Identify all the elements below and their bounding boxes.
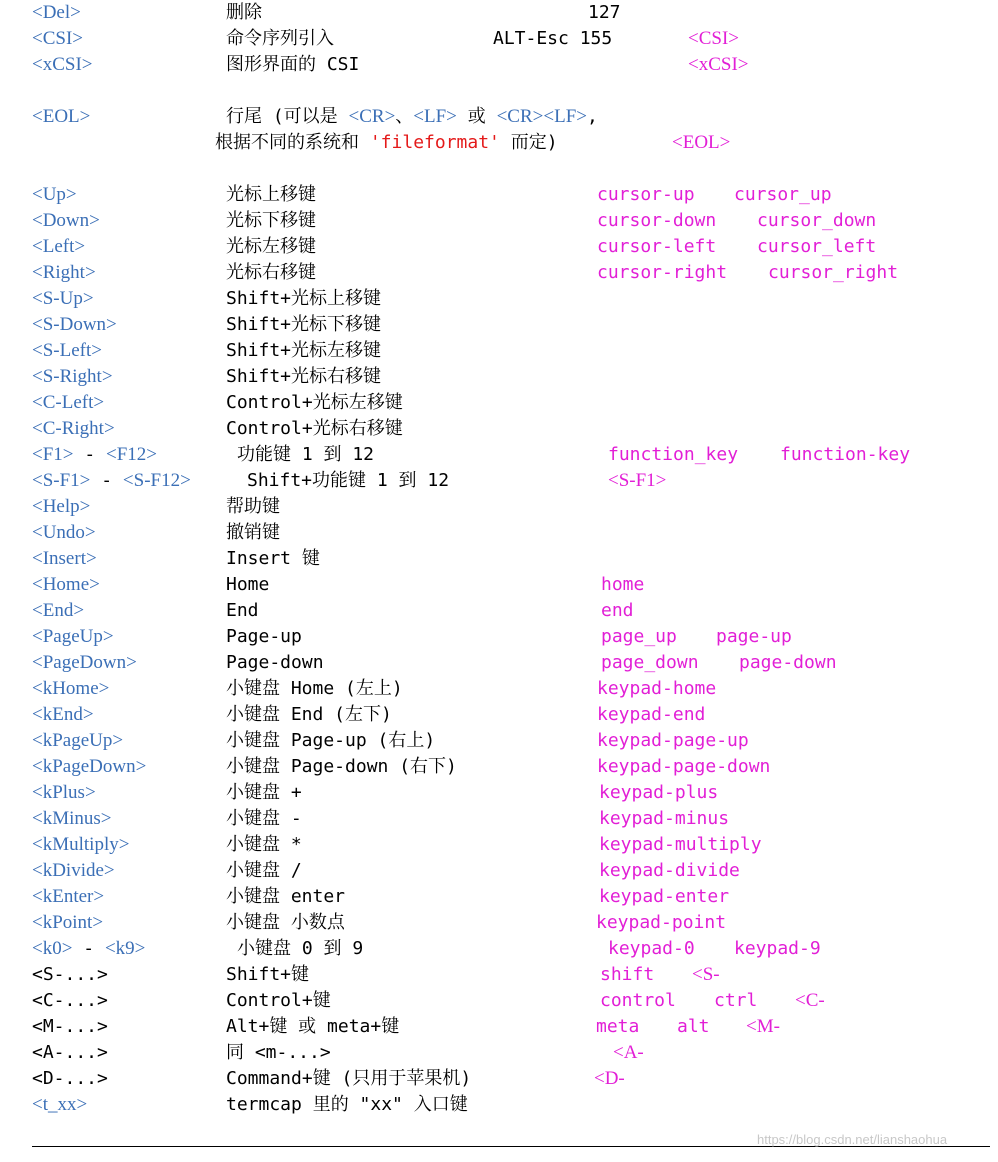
key-alias: cursor-right xyxy=(597,262,728,283)
key-alias: keypad-enter xyxy=(599,886,730,907)
key-description: 小键盘 0 到 9 xyxy=(237,938,364,959)
key-notation: <Del> xyxy=(32,2,81,23)
key-description: Insert 键 xyxy=(226,548,320,569)
key-alias: <xCSI> xyxy=(688,54,749,75)
key-description: End xyxy=(226,600,259,621)
key-alias-2: keypad-9 xyxy=(734,938,821,959)
key-alias-2: page-up xyxy=(716,626,792,647)
key-alias-2: ctrl xyxy=(714,990,758,1011)
table-row xyxy=(0,1014,998,1040)
key-description: Page-up xyxy=(226,626,302,647)
key-alias: keypad-multiply xyxy=(599,834,762,855)
key-code: ALT-Esc 155 xyxy=(493,28,613,49)
key-notation: <k0> - <k9> xyxy=(32,938,146,959)
key-notation: <M-...> xyxy=(32,1016,108,1037)
key-notation: <kMultiply> xyxy=(32,834,130,855)
key-alias: shift xyxy=(600,964,655,985)
key-notation: <kPageUp> xyxy=(32,730,124,751)
key-description: 光标上移键 xyxy=(226,184,316,205)
key-notation: <S-Left> xyxy=(32,340,102,361)
table-row xyxy=(0,338,998,364)
key-alias: function_key xyxy=(608,444,739,465)
key-description: 光标下移键 xyxy=(226,210,316,231)
table-row xyxy=(0,0,998,26)
key-alias: keypad-divide xyxy=(599,860,740,881)
table-row xyxy=(0,910,998,936)
table-row xyxy=(0,988,998,1014)
key-notation: <D-...> xyxy=(32,1068,108,1089)
key-description: Page-down xyxy=(226,652,324,673)
key-notation: <Insert> xyxy=(32,548,97,569)
key-description: Command+键 (只用于苹果机) xyxy=(226,1068,472,1089)
key-notation: <A-...> xyxy=(32,1042,108,1063)
key-alias: page_down xyxy=(601,652,699,673)
table-row xyxy=(0,650,998,676)
key-description-cont: 根据不同的系统和 'fileformat' 而定) xyxy=(215,132,558,153)
table-row xyxy=(0,364,998,390)
table-row xyxy=(0,858,998,884)
key-alias: cursor-up xyxy=(597,184,695,205)
table-row xyxy=(0,546,998,572)
key-description: 帮助键 xyxy=(226,496,280,517)
key-description: 命令序列引入 xyxy=(226,28,334,49)
key-description: Shift+功能键 1 到 12 xyxy=(247,470,450,491)
key-alias-2: function-key xyxy=(780,444,911,465)
key-notation: <kPageDown> xyxy=(32,756,147,777)
key-code: 127 xyxy=(588,2,621,23)
key-description: Control+键 xyxy=(226,990,331,1011)
key-notation: <kHome> xyxy=(32,678,110,699)
key-notation: <kMinus> xyxy=(32,808,112,829)
key-notation: <kEnd> xyxy=(32,704,94,725)
key-description: 小键盘 Home (左上) xyxy=(226,678,403,699)
key-notation: <CSI> xyxy=(32,28,83,49)
key-description: 小键盘 Page-up (右上) xyxy=(226,730,436,751)
key-alias-3: <C- xyxy=(795,990,825,1011)
key-description: 删除 xyxy=(226,2,262,23)
table-row xyxy=(0,676,998,702)
key-description: 光标右移键 xyxy=(226,262,316,283)
key-description: 小键盘 - xyxy=(226,808,302,829)
key-description: termcap 里的 "xx" 入口键 xyxy=(226,1094,468,1115)
key-alias: keypad-minus xyxy=(599,808,730,829)
key-alias-2: cursor_left xyxy=(757,236,877,257)
key-description: 小键盘 小数点 xyxy=(226,912,345,933)
key-description: Home xyxy=(226,574,270,595)
key-alias: cursor-left xyxy=(597,236,717,257)
key-alias: keypad-page-down xyxy=(597,756,771,777)
key-notation: <t_xx> xyxy=(32,1094,88,1115)
key-notation: <C-Left> xyxy=(32,392,105,413)
key-notation: <Home> xyxy=(32,574,100,595)
key-notation: <S-Down> xyxy=(32,314,117,335)
option-name: 'fileformat' xyxy=(369,132,500,153)
table-row xyxy=(0,936,998,962)
table-row xyxy=(0,286,998,312)
key-alias: keypad-point xyxy=(596,912,727,933)
table-row xyxy=(0,624,998,650)
key-notation: <EOL> xyxy=(32,106,91,127)
key-alias: <S-F1> xyxy=(608,470,667,491)
table-row xyxy=(0,182,998,208)
key-alias-2: <S- xyxy=(692,964,720,985)
table-row xyxy=(0,572,998,598)
key-notation: <PageDown> xyxy=(32,652,137,673)
key-description: Control+光标左移键 xyxy=(226,392,403,413)
table-row xyxy=(0,208,998,234)
key-description: 光标左移键 xyxy=(226,236,316,257)
key-notation: <S-Right> xyxy=(32,366,113,387)
key-description: Shift+光标右移键 xyxy=(226,366,382,387)
table-row-continuation xyxy=(0,130,998,156)
key-description: 小键盘 + xyxy=(226,782,302,803)
key-alias: keypad-home xyxy=(597,678,717,699)
table-row xyxy=(0,468,998,494)
key-notation: <PageUp> xyxy=(32,626,114,647)
key-description: 小键盘 * xyxy=(226,834,302,855)
table-row xyxy=(0,728,998,754)
key-alias: keypad-plus xyxy=(599,782,719,803)
key-notation: <Undo> xyxy=(32,522,96,543)
key-notation: <kPoint> xyxy=(32,912,104,933)
key-alias: home xyxy=(601,574,645,595)
key-description: Shift+光标左移键 xyxy=(226,340,382,361)
key-alias: meta xyxy=(596,1016,640,1037)
table-row xyxy=(0,520,998,546)
table-row xyxy=(0,260,998,286)
key-alias: end xyxy=(601,600,634,621)
key-alias: <A- xyxy=(613,1042,644,1063)
key-alias: cursor-down xyxy=(597,210,717,231)
key-notation: <S-...> xyxy=(32,964,108,985)
key-description: Shift+光标下移键 xyxy=(226,314,382,335)
key-notation: <kDivide> xyxy=(32,860,115,881)
table-row xyxy=(0,702,998,728)
table-row xyxy=(0,754,998,780)
key-description: 功能键 1 到 12 xyxy=(237,444,375,465)
table-row xyxy=(0,598,998,624)
key-alias-2: alt xyxy=(677,1016,710,1037)
key-notation: <End> xyxy=(32,600,85,621)
table-row xyxy=(0,962,998,988)
key-notation: <kEnter> xyxy=(32,886,105,907)
key-notation: <F1> - <F12> xyxy=(32,444,158,465)
key-description: 小键盘 enter xyxy=(226,886,346,907)
key-alias: keypad-0 xyxy=(608,938,695,959)
table-row xyxy=(0,104,998,130)
key-alias: <EOL> xyxy=(672,132,731,153)
key-alias-3: <M- xyxy=(746,1016,780,1037)
key-description: 同 <m-...> xyxy=(226,1042,331,1063)
key-alias-2: page-down xyxy=(739,652,837,673)
table-row xyxy=(0,416,998,442)
table-row xyxy=(0,1066,998,1092)
key-alias: keypad-page-up xyxy=(597,730,749,751)
key-notation: <kPlus> xyxy=(32,782,96,803)
table-row xyxy=(0,234,998,260)
table-row xyxy=(0,442,998,468)
key-description: 小键盘 End (左下) xyxy=(226,704,392,725)
table-row xyxy=(0,884,998,910)
key-description: 小键盘 Page-down (右下) xyxy=(226,756,457,777)
key-description: 小键盘 / xyxy=(226,860,302,881)
key-notation: <Help> xyxy=(32,496,91,517)
key-alias-2: cursor_down xyxy=(757,210,877,231)
table-row xyxy=(0,390,998,416)
key-notation: <S-Up> xyxy=(32,288,94,309)
key-description: Shift+键 xyxy=(226,964,310,985)
key-description: Alt+键 或 meta+键 xyxy=(226,1016,400,1037)
key-alias: <CSI> xyxy=(688,28,739,49)
table-row xyxy=(0,52,998,78)
table-row xyxy=(0,806,998,832)
watermark: https://blog.csdn.net/lianshaohua xyxy=(757,1132,948,1147)
key-notation: <C-Right> xyxy=(32,418,115,439)
table-row xyxy=(0,26,998,52)
table-row xyxy=(0,312,998,338)
key-notation: <Down> xyxy=(32,210,100,231)
key-alias: page_up xyxy=(601,626,677,647)
key-description: 行尾 (可以是 <CR>、<LF> 或 <CR><LF>, xyxy=(226,106,598,127)
key-description: Control+光标右移键 xyxy=(226,418,403,439)
table-row xyxy=(0,780,998,806)
key-alias: keypad-end xyxy=(597,704,706,725)
key-description: 图形界面的 CSI xyxy=(226,54,360,75)
table-row xyxy=(0,494,998,520)
key-alias: <D- xyxy=(594,1068,625,1089)
table-row xyxy=(0,832,998,858)
key-notation: <Up> xyxy=(32,184,77,205)
table-row xyxy=(0,1040,998,1066)
key-alias-2: cursor_up xyxy=(734,184,832,205)
table-row xyxy=(0,1092,998,1118)
key-notation: <Left> xyxy=(32,236,86,257)
key-notation: <C-...> xyxy=(32,990,108,1011)
key-description: Shift+光标上移键 xyxy=(226,288,382,309)
key-alias: control xyxy=(600,990,676,1011)
key-alias-2: cursor_right xyxy=(768,262,899,283)
key-notation: <xCSI> xyxy=(32,54,93,75)
key-description: 撤销键 xyxy=(226,522,280,543)
key-notation: <Right> xyxy=(32,262,96,283)
key-notation: <S-F1> - <S-F12> xyxy=(32,470,191,491)
